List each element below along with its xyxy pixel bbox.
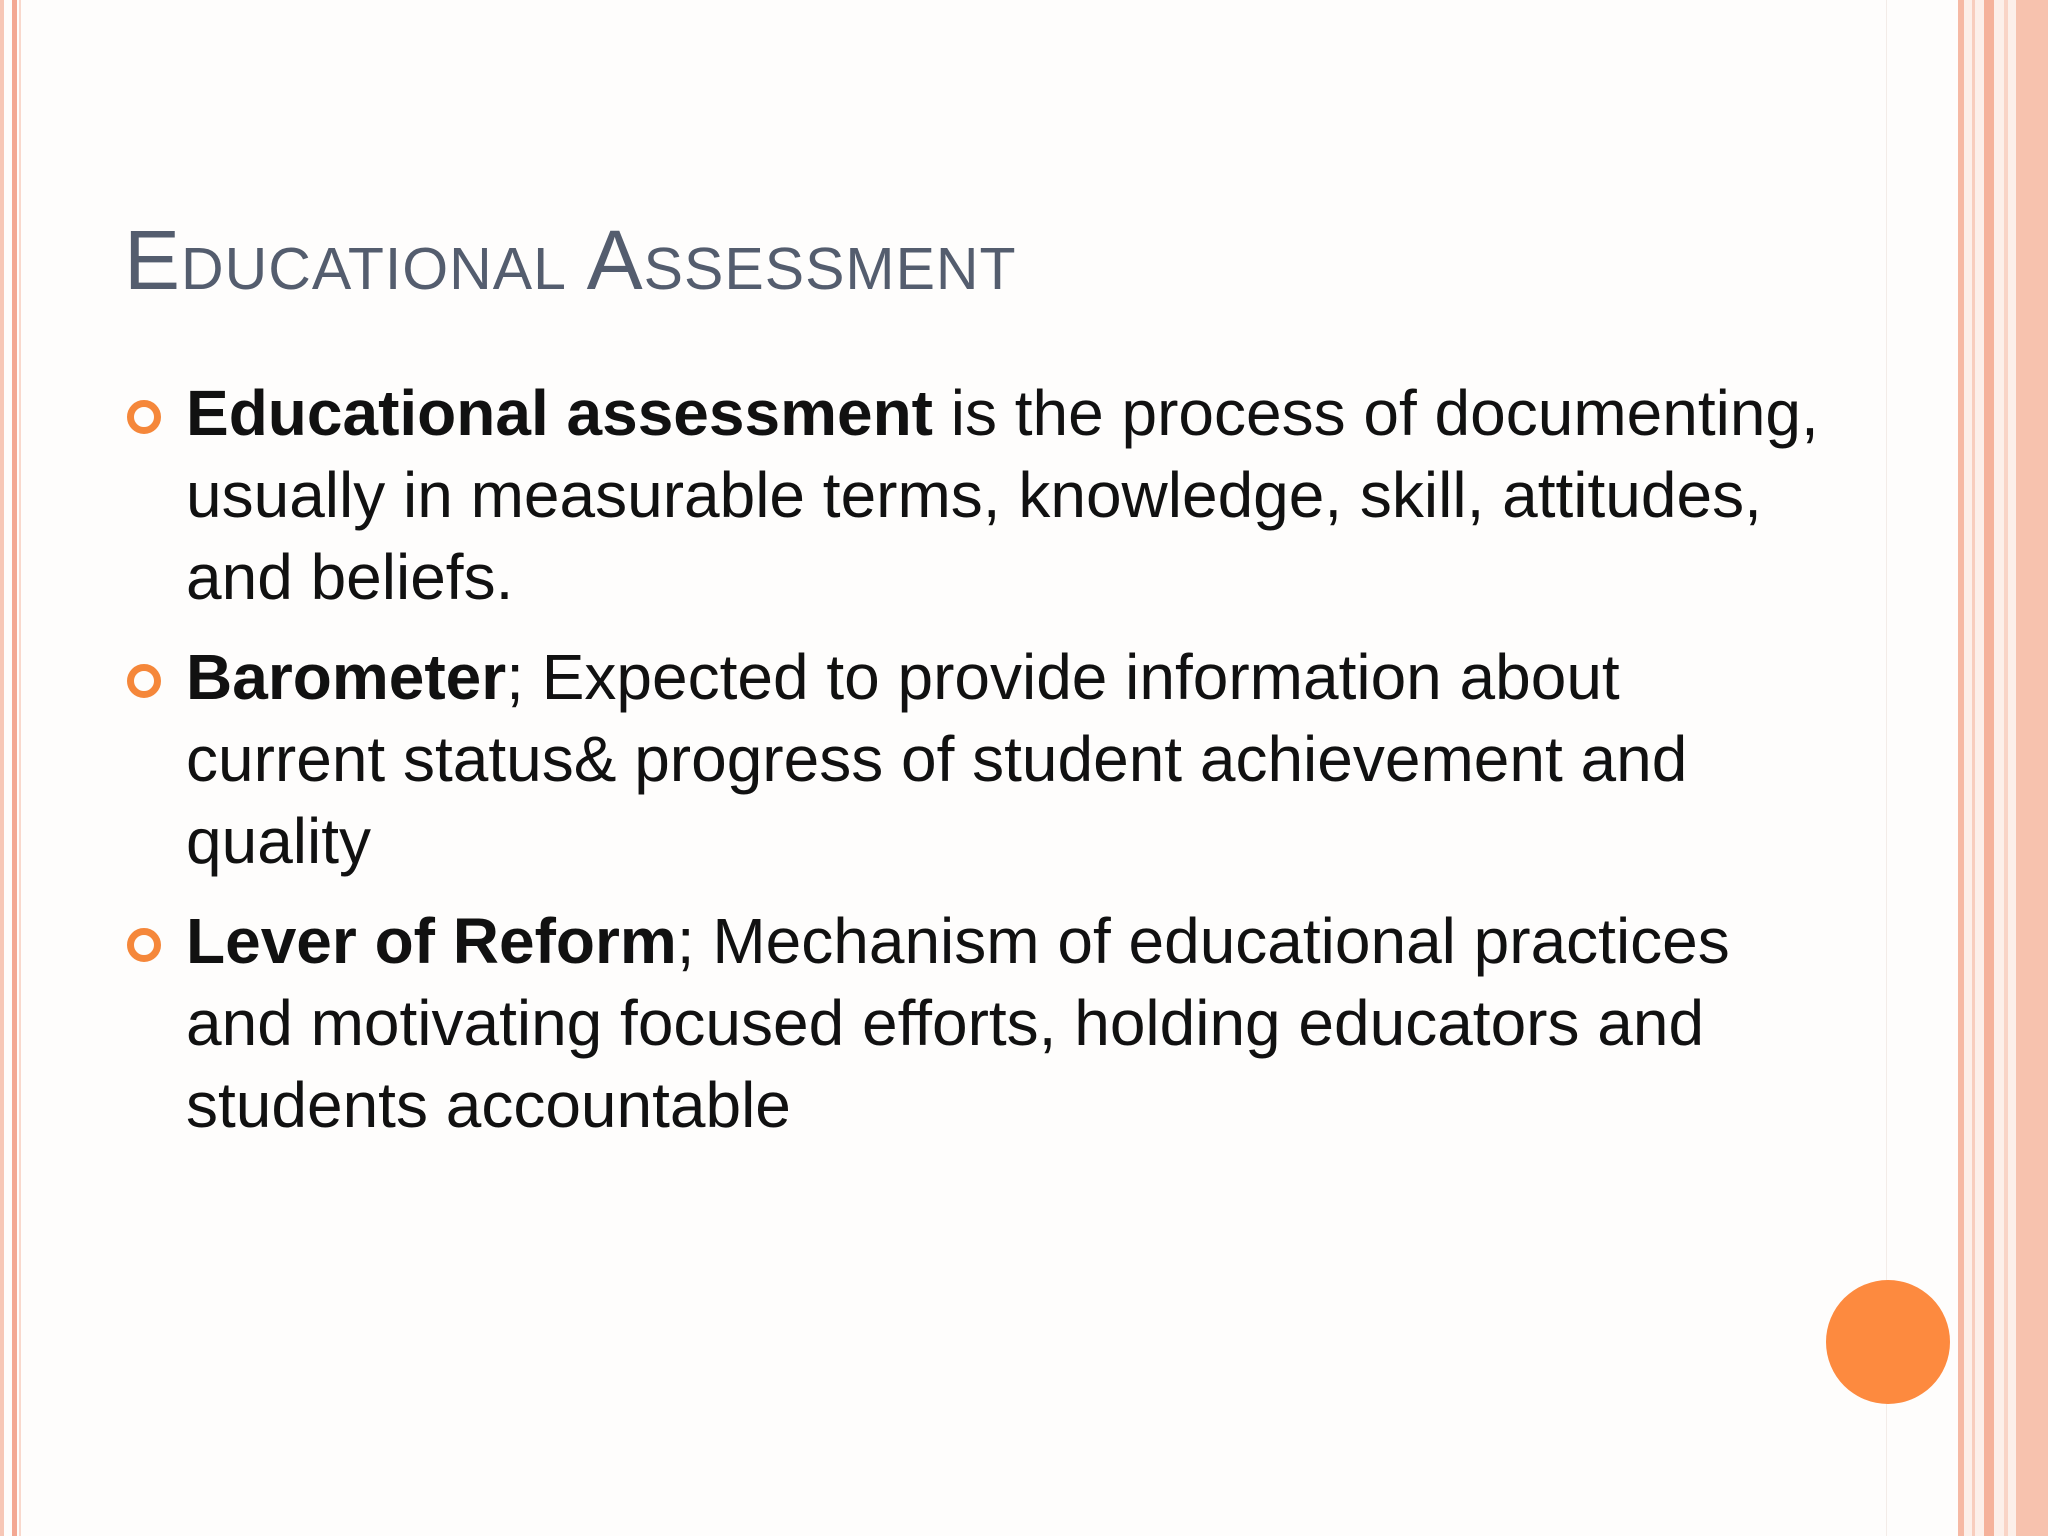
right-border-line <box>2004 0 2008 1536</box>
bullet-item <box>124 900 1824 1146</box>
ring-bullet-icon <box>127 400 161 434</box>
right-border-line <box>1958 0 1964 1536</box>
ring-bullet-icon <box>127 664 161 698</box>
slide-title: Educational Assessment <box>124 213 1017 307</box>
orange-circle-icon <box>1826 1280 1950 1404</box>
bullet-term: Barometer <box>186 641 507 713</box>
ring-bullet-icon <box>127 928 161 962</box>
right-border-line <box>2016 0 2048 1536</box>
bullet-list <box>124 372 1824 1164</box>
left-border-line <box>12 0 17 1536</box>
bullet-text: is the process of documenting, usually in measurable terms, knowledge, skill, attitudes, and beliefs. <box>186 377 1819 613</box>
right-border-line <box>1984 0 1994 1536</box>
bullet-text: ; Mechanism of educational practices and motivating focused efforts, holding educators and students accountable <box>186 905 1730 1141</box>
right-border-line <box>1972 0 1975 1536</box>
bullet-term: Lever of Reform <box>186 905 677 977</box>
left-border-line <box>0 0 4 1536</box>
bullet-term: Educational assessment <box>186 377 933 449</box>
left-border-line <box>19 0 21 1536</box>
bullet-text: ; Expected to provide information about current status& progress of student achievement and quality <box>186 641 1688 877</box>
bullet-item <box>124 372 1824 618</box>
bullet-item <box>124 636 1824 882</box>
